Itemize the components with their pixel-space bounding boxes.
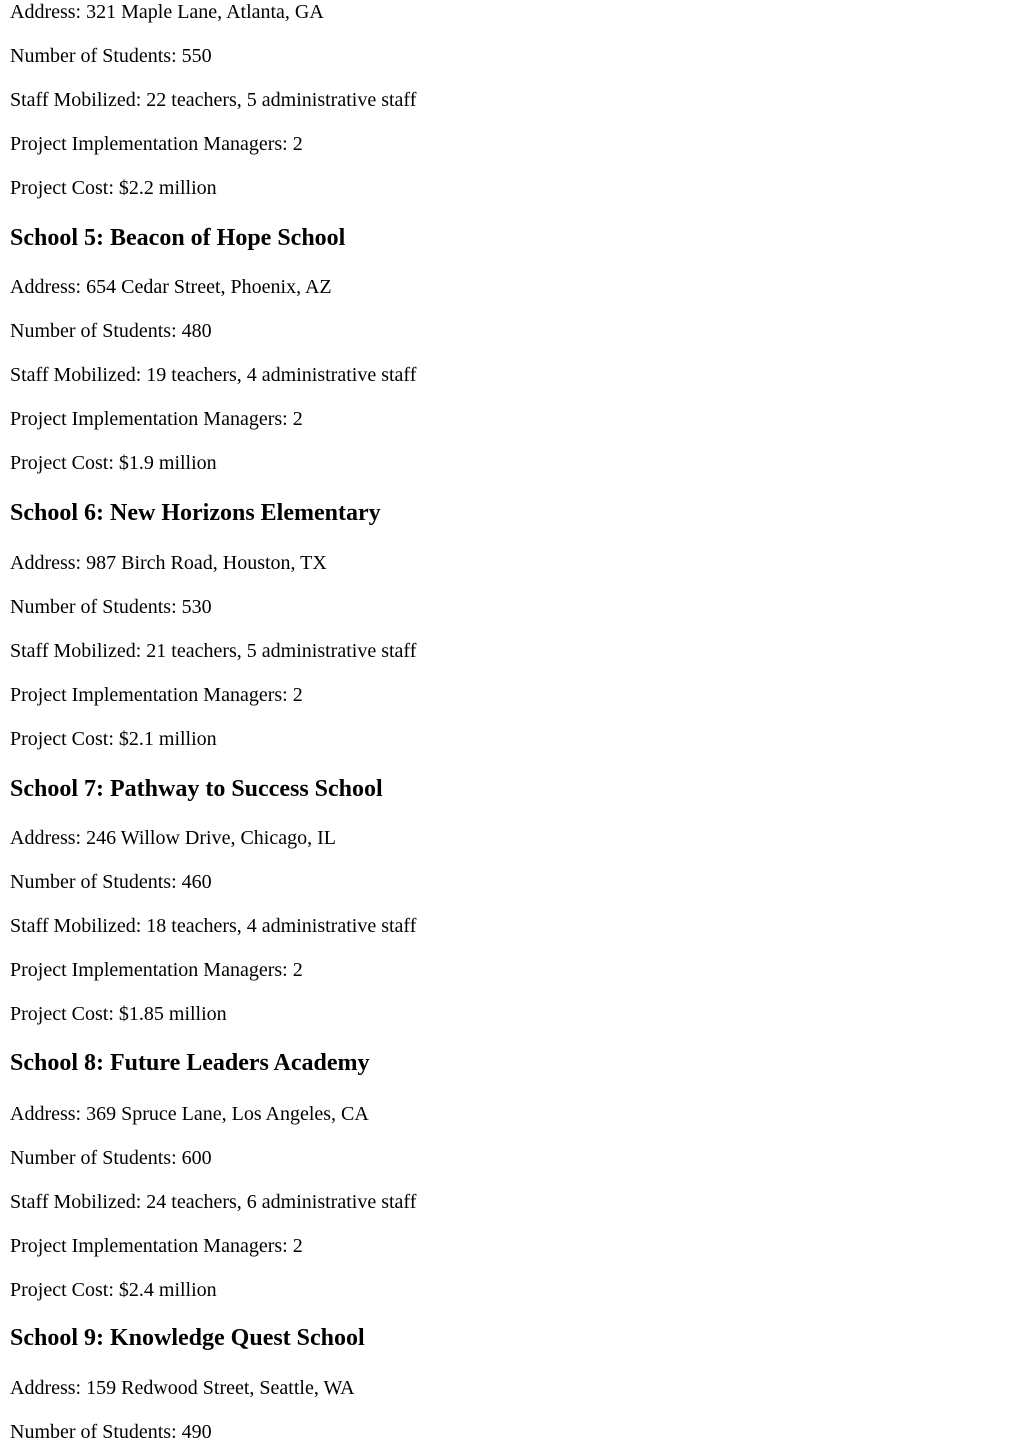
school-8-students: Number of Students: 600 <box>10 1147 212 1169</box>
school-6-students: Number of Students: 530 <box>10 596 212 618</box>
school-7-address: Address: 246 Willow Drive, Chicago, IL <box>10 827 336 849</box>
school-7-heading: School 7: Pathway to Success School <box>10 776 383 802</box>
school-9-address: Address: 159 Redwood Street, Seattle, WA <box>10 1377 355 1399</box>
school-7-cost: Project Cost: $1.85 million <box>10 1003 227 1025</box>
school-4-staff: Staff Mobilized: 22 teachers, 5 administrative staff <box>10 89 417 111</box>
school-5-students: Number of Students: 480 <box>10 320 212 342</box>
school-4-cost: Project Cost: $2.2 million <box>10 177 217 199</box>
school-9-students: Number of Students: 490 <box>10 1421 212 1443</box>
school-4-students: Number of Students: 550 <box>10 45 212 67</box>
school-6-address: Address: 987 Birch Road, Houston, TX <box>10 552 327 574</box>
school-5-address: Address: 654 Cedar Street, Phoenix, AZ <box>10 276 332 298</box>
school-9-heading: School 9: Knowledge Quest School <box>10 1325 365 1351</box>
school-5-cost: Project Cost: $1.9 million <box>10 452 217 474</box>
school-5-heading: School 5: Beacon of Hope School <box>10 225 346 251</box>
school-8-address: Address: 369 Spruce Lane, Los Angeles, CA <box>10 1103 369 1125</box>
school-7-staff: Staff Mobilized: 18 teachers, 4 administrative staff <box>10 915 417 937</box>
school-5-staff: Staff Mobilized: 19 teachers, 4 administrative staff <box>10 364 417 386</box>
school-8-heading: School 8: Future Leaders Academy <box>10 1050 370 1076</box>
school-6-cost: Project Cost: $2.1 million <box>10 728 217 750</box>
school-6-staff: Staff Mobilized: 21 teachers, 5 administrative staff <box>10 640 417 662</box>
school-7-managers: Project Implementation Managers: 2 <box>10 959 303 981</box>
school-8-managers: Project Implementation Managers: 2 <box>10 1235 303 1257</box>
school-5-managers: Project Implementation Managers: 2 <box>10 408 303 430</box>
school-4-managers: Project Implementation Managers: 2 <box>10 133 303 155</box>
school-6-heading: School 6: New Horizons Elementary <box>10 500 381 526</box>
school-8-cost: Project Cost: $2.4 million <box>10 1279 217 1301</box>
school-4-address: Address: 321 Maple Lane, Atlanta, GA <box>10 1 324 23</box>
school-6-managers: Project Implementation Managers: 2 <box>10 684 303 706</box>
school-7-students: Number of Students: 460 <box>10 871 212 893</box>
school-8-staff: Staff Mobilized: 24 teachers, 6 administrative staff <box>10 1191 417 1213</box>
